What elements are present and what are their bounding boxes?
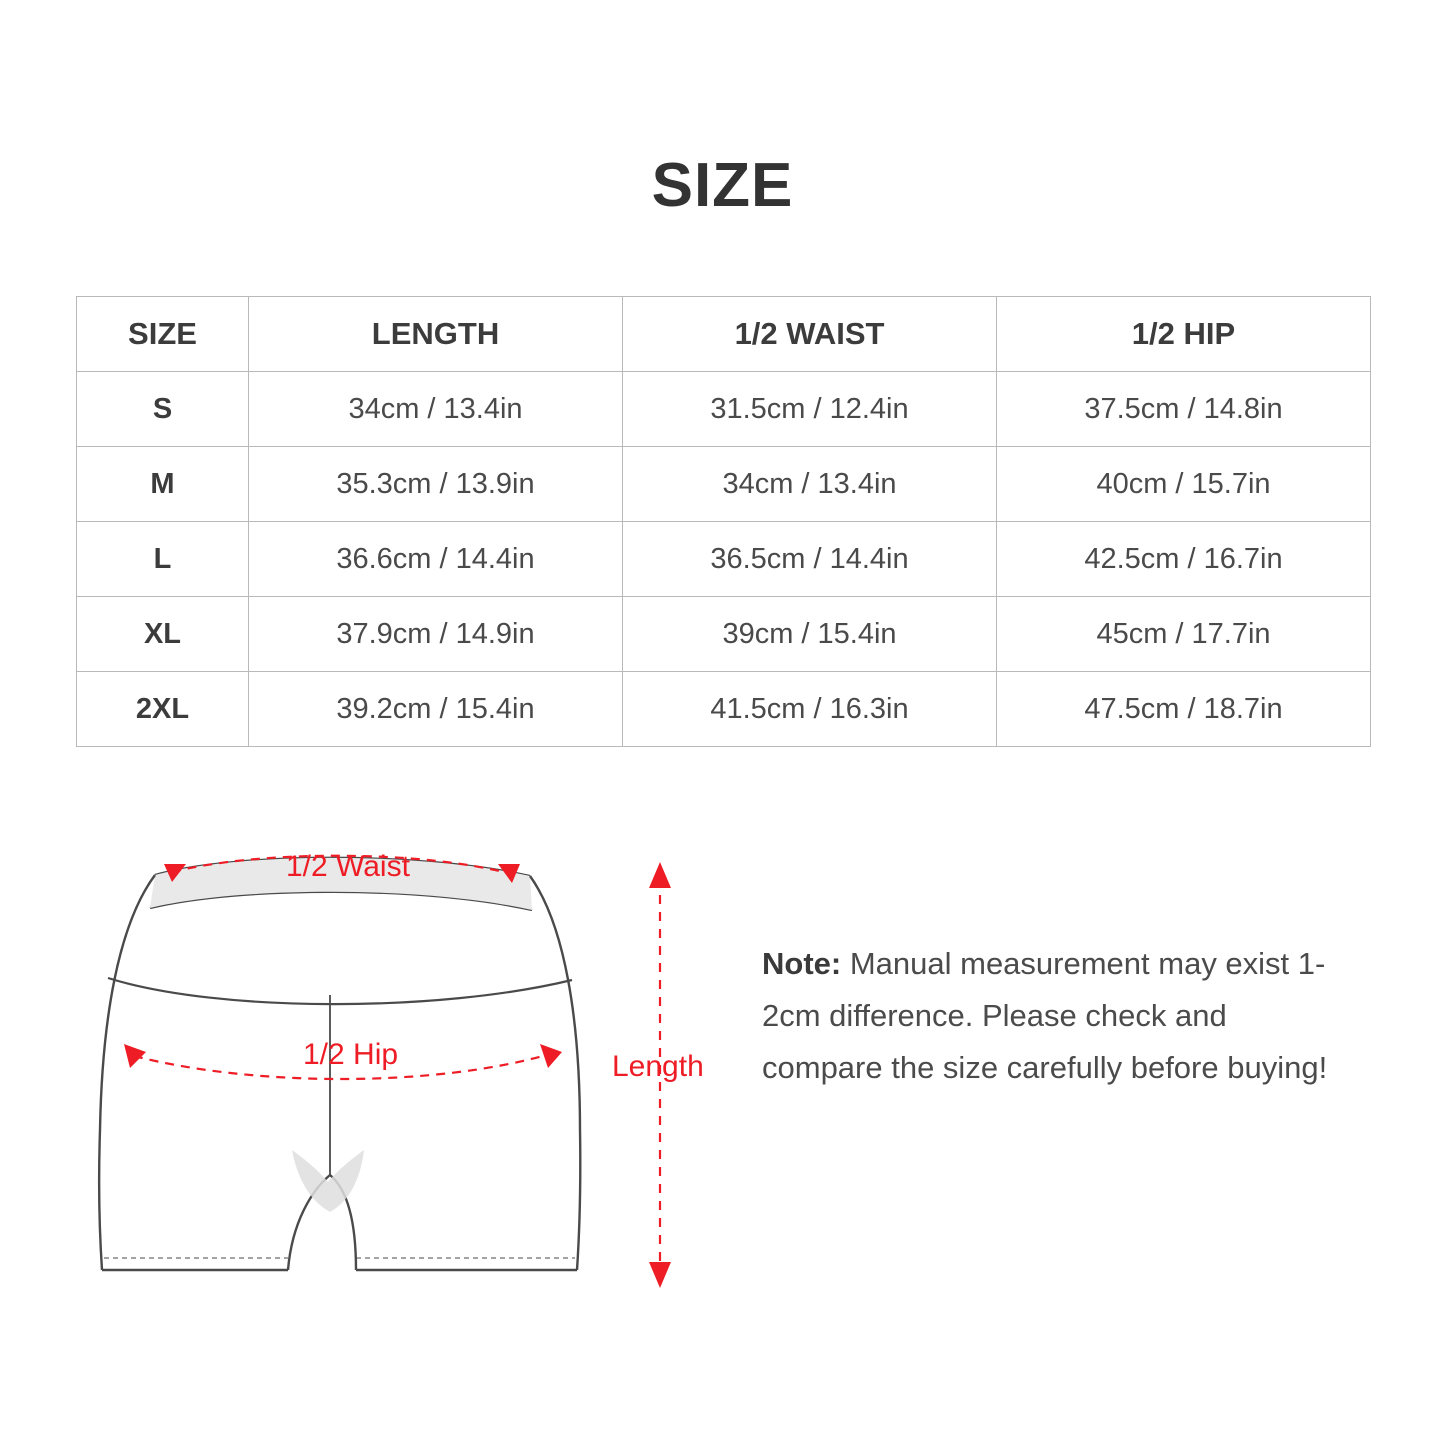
cell-length: 37.9cm / 14.9in [249, 597, 623, 672]
table-header-row [77, 297, 1371, 372]
cell-size: XL [77, 597, 249, 672]
cell-size: M [77, 447, 249, 522]
cell-size: L [77, 522, 249, 597]
table-row [77, 372, 1371, 447]
page-title: SIZE [651, 151, 794, 220]
label-length: Length [612, 1050, 704, 1083]
cell-waist: 41.5cm / 16.3in [623, 672, 997, 747]
size-table-container [76, 296, 1370, 747]
column-header-waist: 1/2 WAIST [623, 297, 997, 372]
cell-length: 35.3cm / 13.9in [249, 447, 623, 522]
cell-size: 2XL [77, 672, 249, 747]
note-text [762, 938, 1332, 1094]
table-row [77, 597, 1371, 672]
cell-waist: 31.5cm / 12.4in [623, 372, 997, 447]
cell-hip: 37.5cm / 14.8in [997, 372, 1371, 447]
size-table [76, 296, 1371, 747]
cell-hip: 47.5cm / 18.7in [997, 672, 1371, 747]
column-header-size: SIZE [77, 297, 249, 372]
column-header-length: LENGTH [249, 297, 623, 372]
cell-length: 39.2cm / 15.4in [249, 672, 623, 747]
table-row [77, 672, 1371, 747]
table-row [77, 447, 1371, 522]
cell-length: 34cm / 13.4in [249, 372, 623, 447]
measurement-diagram [60, 830, 760, 1330]
cell-waist: 36.5cm / 14.4in [623, 522, 997, 597]
note-body: Manual measurement may exist 1-2cm difference. Please check and compare the size carefully before buying! [762, 946, 1328, 1085]
cell-hip: 40cm / 15.7in [997, 447, 1371, 522]
label-half-waist: 1/2 Waist [286, 850, 410, 883]
cell-hip: 45cm / 17.7in [997, 597, 1371, 672]
column-header-hip: 1/2 HIP [997, 297, 1371, 372]
cell-size: S [77, 372, 249, 447]
table-row [77, 522, 1371, 597]
cell-length: 36.6cm / 14.4in [249, 522, 623, 597]
cell-waist: 39cm / 15.4in [623, 597, 997, 672]
cell-waist: 34cm / 13.4in [623, 447, 997, 522]
cell-hip: 42.5cm / 16.7in [997, 522, 1371, 597]
note-prefix: Note: [762, 946, 842, 981]
label-half-hip: 1/2 Hip [303, 1038, 399, 1071]
